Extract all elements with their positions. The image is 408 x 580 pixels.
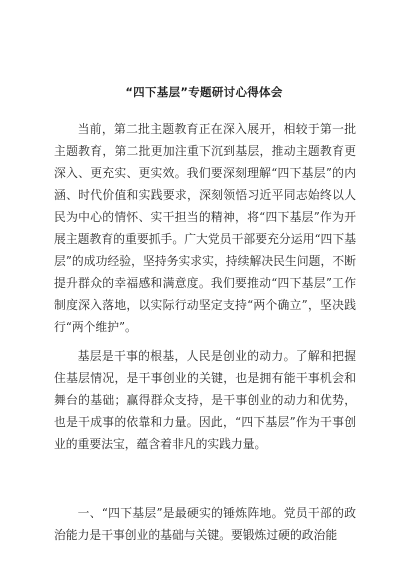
paragraph-text: 一、“四下基层”是最硬实的锤炼阵地。党员干部的政治能力是干事创业的基础与关键。要锻炼过硬的政治能	[54, 506, 356, 542]
paragraph-text: 当前，第二批主题教育正在深入展开，相较于第一批主题教育，第二批更加注重下沉到基层，推动主题教育更深入、更充实、更实效。我们要深刻理解“四下基层”的内涵、时代价值和实践要求，深刻领悟习近平同志始终以人民为中心的情怀、实干担当的精神，将“四下基层”作为开展主题教育的重要抓手。广大党员干部要充分运用“四下基层”的成功经验，坚持务实求实，持续解决民生问题，不断提升群众的幸福感和满意度。我们要推动“四下基层”工作制度深入落地，以实际行动坚定支持“两个确立”，坚决践行“两个维护”。	[54, 122, 356, 334]
body-paragraph-2	[54, 345, 356, 455]
body-paragraph-3	[54, 502, 356, 546]
body-paragraph-1	[54, 118, 356, 338]
paragraph-text: 基层是干事的根基，人民是创业的动力。了解和把握住基层情况，是干事创业的关键，也是拥有能干事机会和舞台的基础；赢得群众支持，是干事创业的动力和优势，也是干成事的依靠和力量。因此，“四下基层”作为干事创业的重要法宝，蕴含着非凡的实践力量。	[54, 349, 356, 451]
document-title: “四下基层”专题研讨心得体会	[125, 85, 283, 99]
